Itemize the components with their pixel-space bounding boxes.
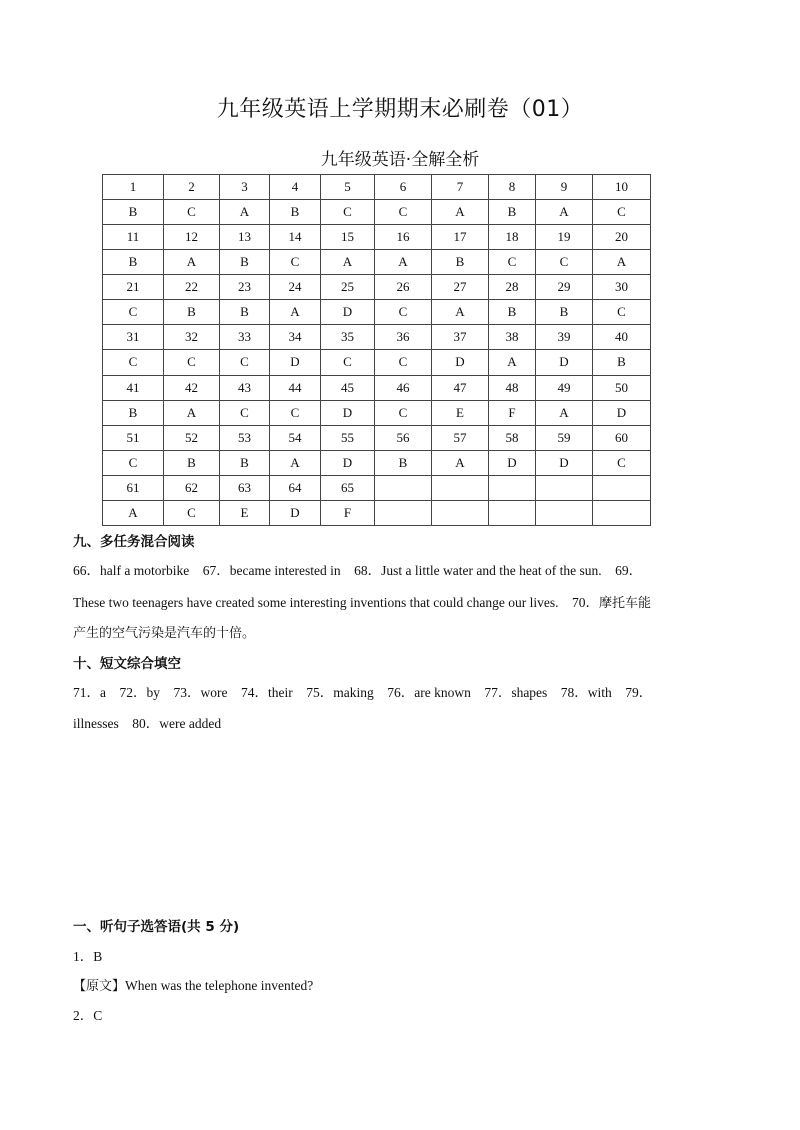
question-number-cell: 52 [164,425,220,450]
question-number-cell: 3 [220,175,270,200]
question-number-cell: 37 [432,325,489,350]
section1-item2: 2．C [73,1008,103,1023]
question-number-cell [489,475,536,500]
answer-cell: C [375,300,432,325]
question-number-row [103,475,651,500]
question-number-cell: 42 [164,375,220,400]
question-number-cell: 41 [103,375,164,400]
question-number-row [103,225,651,250]
answer-cell: A [593,250,651,275]
question-number-row [103,325,651,350]
question-number-cell: 30 [593,275,651,300]
answer-cell: D [536,450,593,475]
answer-cell: A [164,250,220,275]
question-number-cell: 54 [270,425,321,450]
answer-cell: A [164,400,220,425]
question-number-cell: 10 [593,175,651,200]
answer-cell: A [270,450,321,475]
section10-heading: 十、短文综合填空 [73,656,181,672]
section10-line1: 71．a 72．by 73．wore 74．their 75．making 76．are known 77．shapes 78．with 79． [73,685,653,700]
answer-cell: C [321,350,375,375]
answer-cell: A [270,300,321,325]
question-number-cell: 1 [103,175,164,200]
answer-cell: B [164,450,220,475]
answer-cell: B [270,200,321,225]
answer-cell: D [270,350,321,375]
answer-cell: C [375,350,432,375]
question-number-cell: 4 [270,175,321,200]
question-number-cell: 13 [220,225,270,250]
answer-cell: D [593,400,651,425]
question-number-cell: 24 [270,275,321,300]
question-number-cell: 65 [321,475,375,500]
answer-cell: C [164,200,220,225]
answer-cell: E [432,400,489,425]
answer-cell: A [220,200,270,225]
answer-cell: C [164,350,220,375]
question-number-cell: 48 [489,375,536,400]
section9-line2-en: These two teenagers have created some interesting inventions that could change our lives. 70． [73,595,599,610]
question-number-cell: 40 [593,325,651,350]
answer-cell: C [536,250,593,275]
section9-line3: 产生的空气污染是汽车的十倍。 [73,626,256,641]
answer-cell: D [321,400,375,425]
question-number-cell: 55 [321,425,375,450]
section1-item1: 1．B [73,949,103,964]
question-number-cell: 25 [321,275,375,300]
question-number-cell: 23 [220,275,270,300]
answer-cell: B [593,350,651,375]
answer-cell: A [536,400,593,425]
answer-cell: C [321,200,375,225]
question-number-cell: 5 [321,175,375,200]
answer-cell: F [489,400,536,425]
answer-row [103,500,651,525]
answer-cell: F [321,500,375,525]
answer-cell: D [321,300,375,325]
page-title: 九年级英语上学期期末必刷卷（01） [216,97,584,122]
question-number-cell: 2 [164,175,220,200]
answer-table [102,174,651,526]
question-number-cell: 20 [593,225,651,250]
answer-cell: A [536,200,593,225]
question-number-cell [593,475,651,500]
answer-cell: B [103,200,164,225]
answer-cell: C [270,250,321,275]
question-number-cell: 33 [220,325,270,350]
question-number-cell: 39 [536,325,593,350]
question-number-cell: 51 [103,425,164,450]
answer-cell: A [432,450,489,475]
page-subtitle: 九年级英语·全解全析 [320,150,480,170]
original-text: When was the telephone invented? [125,978,314,993]
section10-line2: illnesses 80．were added [73,716,222,731]
question-number-cell: 19 [536,225,593,250]
original-text-label: 【原文】 [73,979,126,994]
section9-line1: 66．half a motorbike 67．became interested in 68．Just a little water and the heat of the sun. 69． [73,563,643,578]
question-number-cell: 29 [536,275,593,300]
question-number-cell: 11 [103,225,164,250]
answer-cell: E [220,500,270,525]
section9-line2-cn: 摩托车能 [598,596,651,611]
section1-heading: 一、听句子选答语(共 5 分) [73,919,240,935]
answer-cell [593,500,651,525]
question-number-cell: 56 [375,425,432,450]
answer-cell: B [432,250,489,275]
question-number-cell: 15 [321,225,375,250]
answer-cell: C [220,350,270,375]
answer-cell: C [593,450,651,475]
answer-row [103,200,651,225]
answer-cell: A [321,250,375,275]
question-number-cell: 58 [489,425,536,450]
answer-cell: C [489,250,536,275]
answer-cell: D [432,350,489,375]
question-number-cell: 49 [536,375,593,400]
answer-row [103,450,651,475]
answer-cell [432,500,489,525]
question-number-cell: 12 [164,225,220,250]
question-number-cell: 34 [270,325,321,350]
answer-cell: B [220,300,270,325]
question-number-cell: 35 [321,325,375,350]
question-number-cell: 7 [432,175,489,200]
question-number-cell: 46 [375,375,432,400]
answer-cell: D [489,450,536,475]
question-number-row [103,175,651,200]
answer-cell: B [489,200,536,225]
question-number-cell: 38 [489,325,536,350]
question-number-cell: 44 [270,375,321,400]
question-number-cell: 61 [103,475,164,500]
question-number-cell [432,475,489,500]
answer-cell: A [432,300,489,325]
answer-cell: C [375,200,432,225]
answer-cell: C [103,300,164,325]
answer-cell: B [164,300,220,325]
answer-row [103,250,651,275]
question-number-cell: 47 [432,375,489,400]
answer-cell: D [270,500,321,525]
question-number-cell: 17 [432,225,489,250]
answer-cell [536,500,593,525]
question-number-cell: 18 [489,225,536,250]
answer-cell: C [593,300,651,325]
answer-cell: D [321,450,375,475]
answer-cell [375,500,432,525]
question-number-cell: 63 [220,475,270,500]
question-number-cell: 32 [164,325,220,350]
question-number-cell [375,475,432,500]
answer-cell: A [489,350,536,375]
answer-row [103,350,651,375]
question-number-cell: 57 [432,425,489,450]
question-number-cell: 22 [164,275,220,300]
question-number-cell: 59 [536,425,593,450]
question-number-row [103,425,651,450]
answer-row [103,400,651,425]
question-number-cell: 21 [103,275,164,300]
question-number-cell: 60 [593,425,651,450]
answer-cell: A [103,500,164,525]
question-number-cell: 31 [103,325,164,350]
answer-cell: A [375,250,432,275]
answer-cell: C [164,500,220,525]
question-number-cell: 9 [536,175,593,200]
answer-cell: B [220,250,270,275]
answer-cell: C [103,450,164,475]
question-number-cell: 45 [321,375,375,400]
section9-line2 [73,591,651,611]
answer-cell: C [270,400,321,425]
question-number-cell: 28 [489,275,536,300]
answer-cell: B [220,450,270,475]
question-number-cell: 26 [375,275,432,300]
question-number-cell: 64 [270,475,321,500]
answer-cell: A [432,200,489,225]
answer-cell: B [103,250,164,275]
question-number-row [103,375,651,400]
question-number-cell: 6 [375,175,432,200]
answer-cell: C [375,400,432,425]
answer-cell: B [103,400,164,425]
answer-cell: D [536,350,593,375]
answer-cell: B [375,450,432,475]
question-number-cell: 27 [432,275,489,300]
answer-cell: C [220,400,270,425]
question-number-cell: 14 [270,225,321,250]
question-number-cell: 36 [375,325,432,350]
question-number-cell: 16 [375,225,432,250]
answer-cell [489,500,536,525]
answer-table-body [103,175,651,526]
question-number-cell: 43 [220,375,270,400]
answer-row [103,300,651,325]
answer-cell: B [489,300,536,325]
answer-cell: C [593,200,651,225]
section9-heading: 九、多任务混合阅读 [73,534,195,550]
section1-item1-text [73,975,313,994]
question-number-cell: 8 [489,175,536,200]
answer-cell: C [103,350,164,375]
question-number-cell [536,475,593,500]
question-number-cell: 53 [220,425,270,450]
question-number-row [103,275,651,300]
question-number-cell: 62 [164,475,220,500]
question-number-cell: 50 [593,375,651,400]
answer-cell: B [536,300,593,325]
